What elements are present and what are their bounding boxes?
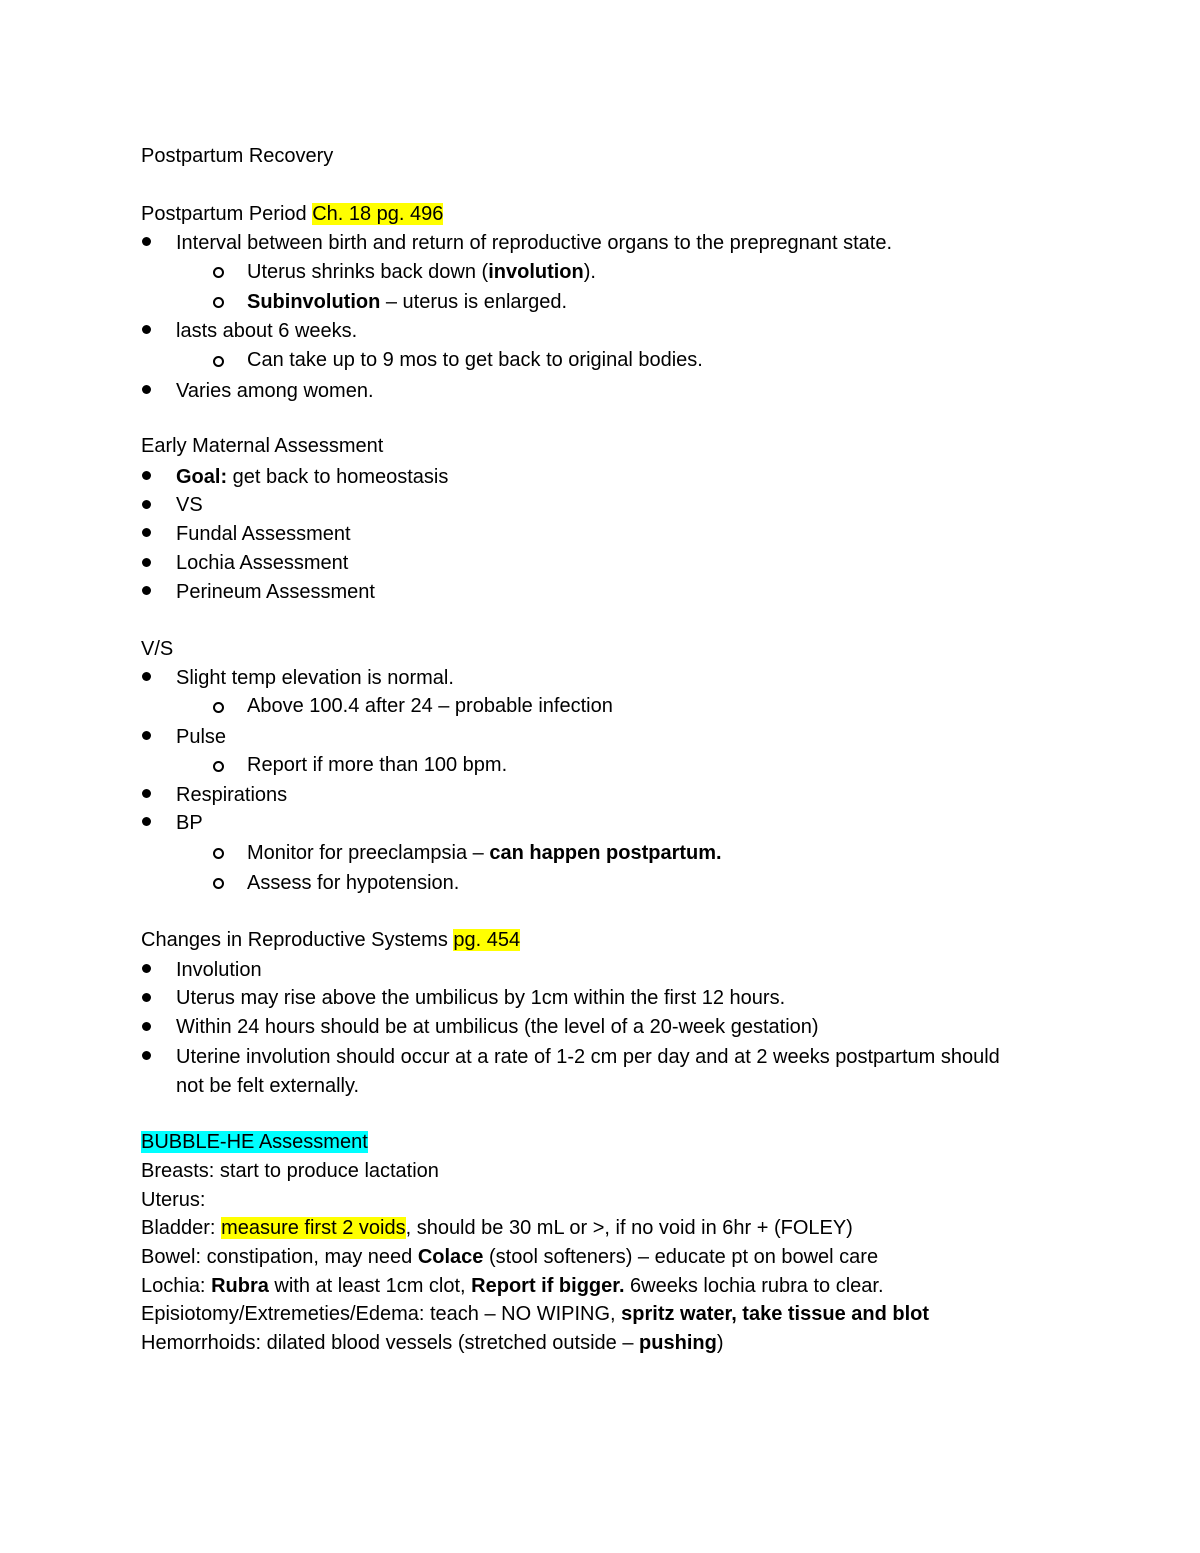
list-item: VS xyxy=(176,494,203,516)
sub-list-item xyxy=(247,289,567,315)
list-item: Pulse xyxy=(176,726,227,748)
heading-text: Postpartum Period xyxy=(141,203,307,225)
text: , should be 30 mL or >, if no void in 6hr + (FOLEY) xyxy=(405,1217,853,1239)
sub-list-item: Above 100.4 after 24 – probable infection xyxy=(247,695,613,717)
bullet-icon xyxy=(142,471,151,480)
doc-title: Postpartum Recovery xyxy=(141,145,334,167)
section-heading-vs: V/S xyxy=(141,638,174,660)
assessment-line-uterus: Uterus: xyxy=(141,1189,206,1211)
highlighted-text: measure first 2 voids xyxy=(221,1217,406,1239)
text: get back to homeostasis xyxy=(227,466,449,488)
bullet-icon xyxy=(142,1051,151,1060)
bold-text: Rubra xyxy=(211,1275,269,1297)
text: Episiotomy/Extremeties/Edema: teach – NO WIPING, xyxy=(141,1303,622,1325)
text: Monitor for preeclampsia – xyxy=(247,842,490,864)
list-item xyxy=(176,464,448,490)
sub-list-item: Assess for hypotension. xyxy=(247,872,460,894)
bold-text: Colace xyxy=(417,1246,484,1268)
sub-list-item: Can take up to 9 mos to get back to original bodies. xyxy=(247,349,703,371)
circle-bullet-icon xyxy=(213,702,224,713)
list-item: Involution xyxy=(176,959,262,981)
bullet-icon xyxy=(142,1022,151,1031)
bold-text: spritz water, take tissue and blot xyxy=(621,1303,930,1325)
bullet-icon xyxy=(142,993,151,1002)
bold-text: Report if bigger. xyxy=(471,1275,625,1297)
text: (stool softeners) – educate pt on bowel care xyxy=(483,1246,879,1268)
list-item: Interval between birth and return of reproductive organs to the prepregnant state. xyxy=(176,232,892,254)
bullet-icon xyxy=(142,731,151,740)
bold-text: Goal: xyxy=(176,466,228,488)
section-heading-changes-reproductive xyxy=(141,927,520,953)
bullet-icon xyxy=(142,528,151,537)
text: Uterus shrinks back down ( xyxy=(247,261,489,283)
sub-list-item: Report if more than 100 bpm. xyxy=(247,754,508,776)
text: with at least 1cm clot, xyxy=(268,1275,472,1297)
text: ) xyxy=(716,1332,724,1354)
section-heading-early-maternal-assessment: Early Maternal Assessment xyxy=(141,435,384,457)
list-item: Perineum Assessment xyxy=(176,581,375,603)
bullet-icon xyxy=(142,237,151,246)
bullet-icon xyxy=(142,586,151,595)
sub-list-item xyxy=(247,840,722,866)
list-item: Varies among women. xyxy=(176,380,374,402)
assessment-line-lochia xyxy=(141,1273,884,1299)
text: ). xyxy=(583,261,596,283)
list-item: Fundal Assessment xyxy=(176,523,351,545)
circle-bullet-icon xyxy=(213,267,224,278)
assessment-line-episiotomy xyxy=(141,1301,929,1327)
list-item: Slight temp elevation is normal. xyxy=(176,667,454,689)
section-heading-postpartum-period xyxy=(141,201,443,227)
page-reference: Ch. 18 pg. 496 xyxy=(312,203,444,225)
text: Lochia: xyxy=(141,1275,212,1297)
bullet-icon xyxy=(142,789,151,798)
text: Bowel: constipation, may need xyxy=(141,1246,418,1268)
bullet-icon xyxy=(142,558,151,567)
list-item: Uterus may rise above the umbilicus by 1cm within the first 12 hours. xyxy=(176,987,786,1009)
assessment-line-bladder xyxy=(141,1215,853,1241)
list-item: Lochia Assessment xyxy=(176,552,349,574)
bullet-icon xyxy=(142,500,151,509)
circle-bullet-icon xyxy=(213,297,224,308)
assessment-line-hemorrhoids xyxy=(141,1330,723,1356)
bullet-icon xyxy=(142,817,151,826)
page-reference: pg. 454 xyxy=(453,929,521,951)
circle-bullet-icon xyxy=(213,356,224,367)
text: – uterus is enlarged. xyxy=(380,291,568,313)
bold-text: involution xyxy=(488,261,584,283)
bullet-icon xyxy=(142,672,151,681)
list-item: Within 24 hours should be at umbilicus (the level of a 20-week gestation) xyxy=(176,1016,819,1038)
heading-text: Changes in Reproductive Systems xyxy=(141,929,448,951)
heading-text: BUBBLE-HE Assessment xyxy=(141,1131,368,1153)
section-heading-bubble-he xyxy=(141,1129,368,1155)
circle-bullet-icon xyxy=(213,848,224,859)
list-item: Respirations xyxy=(176,784,288,806)
assessment-line-breasts: Breasts: start to produce lactation xyxy=(141,1160,439,1182)
list-item: lasts about 6 weeks. xyxy=(176,320,358,342)
bullet-icon xyxy=(142,964,151,973)
list-item: Uterine involution should occur at a rate of 1-2 cm per day and at 2 weeks postpartum should not be felt externally. xyxy=(176,1046,1000,1097)
circle-bullet-icon xyxy=(213,878,224,889)
bold-text: pushing xyxy=(639,1332,717,1354)
text: Hemorrhoids: dilated blood vessels (stretched outside – xyxy=(141,1332,640,1354)
sub-list-item xyxy=(247,259,596,285)
bullet-icon xyxy=(142,325,151,334)
text: Bladder: xyxy=(141,1217,222,1239)
list-item: BP xyxy=(176,812,203,834)
bullet-icon xyxy=(142,385,151,394)
circle-bullet-icon xyxy=(213,761,224,772)
bold-text: can happen postpartum. xyxy=(489,842,722,864)
assessment-line-bowel xyxy=(141,1244,878,1270)
text: 6weeks lochia rubra to clear. xyxy=(624,1275,884,1297)
bold-text: Subinvolution xyxy=(247,291,381,313)
